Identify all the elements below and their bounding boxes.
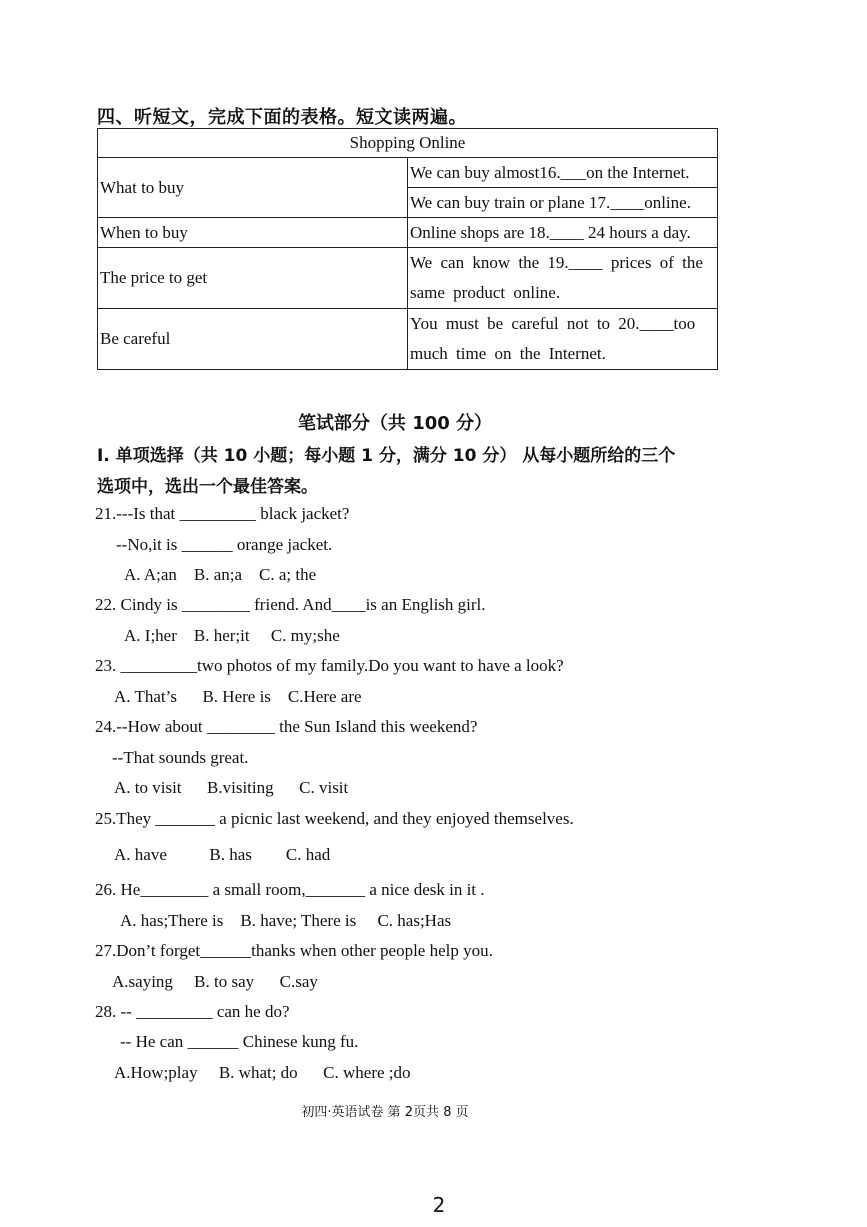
page-footer: 初四·英语试卷 第 2页共 8 页 [301, 1105, 469, 1120]
question-21-reply: --No,it is ______ orange jacket. [116, 535, 333, 554]
row-careful-cell [408, 309, 718, 370]
question-28-options: A.How;play B. what; do C. where ;do [114, 1063, 411, 1082]
shopping-online-table [97, 128, 718, 370]
question-26-options: A. has;There is B. have; There is C. has;Has [120, 911, 452, 930]
question-24-stem: 24.--How about ________ the Sun Island this weekend? [95, 717, 478, 736]
row-price-text: We can know the 19.____ prices of the same product online. [410, 253, 703, 302]
row-careful-text: You must be careful not to 20.____too much time on the Internet. [410, 314, 696, 363]
question-28-reply: -- He can ______ Chinese kung fu. [120, 1032, 359, 1051]
row-what-line-2: We can buy train or plane 17.____online. [408, 188, 718, 218]
question-25-options: A. have B. has C. had [114, 845, 331, 864]
question-23-stem: 23. _________two photos of my family.Do you want to have a look? [95, 656, 564, 675]
row-what-line-1: We can buy almost16.___on the Internet. [408, 158, 718, 188]
instruction-line-1: I. 单项选择（共 10 小题；每小题 1 分，满分 10 分） 从每小题所给的三个 [97, 446, 676, 466]
section-four-title: 四、听短文，完成下面的表格。短文读两遍。 [97, 107, 467, 128]
question-25-stem: 25.They _______ a picnic last weekend, and they enjoyed themselves. [95, 809, 574, 828]
row-price-cell [408, 248, 718, 309]
question-24-options: A. to visit B.visiting C. visit [114, 778, 349, 797]
written-section-title: 笔试部分（共 100 分） [297, 413, 493, 434]
question-28-stem: 28. -- _________ can he do? [95, 1002, 290, 1021]
row-label-when: When to buy [98, 218, 408, 248]
question-27-stem: 27.Don’t forget______thanks when other people help you. [95, 941, 493, 960]
question-21-stem: 21.---Is that _________ black jacket? [95, 504, 350, 523]
instruction-line-2: 选项中，选出一个最佳答案。 [97, 477, 318, 497]
question-24-reply: --That sounds great. [112, 748, 249, 767]
question-22-stem: 22. Cindy is ________ friend. And____is an English girl. [95, 595, 486, 614]
question-23-options: A. That’s B. Here is C.Here are [114, 687, 362, 706]
question-21-options: A. A;an B. an;a C. a; the [124, 565, 317, 584]
page-number: 2 [432, 1193, 446, 1217]
question-27-options: A.saying B. to say C.say [112, 972, 318, 991]
row-when-line-1: Online shops are 18.____ 24 hours a day. [408, 218, 718, 248]
row-label-what: What to buy [98, 158, 408, 218]
row-label-careful: Be careful [98, 309, 408, 370]
table-header: Shopping Online [98, 129, 718, 158]
row-label-price: The price to get [98, 248, 408, 309]
question-22-options: A. I;her B. her;it C. my;she [124, 626, 340, 645]
question-26-stem: 26. He________ a small room,_______ a nice desk in it . [95, 880, 485, 899]
